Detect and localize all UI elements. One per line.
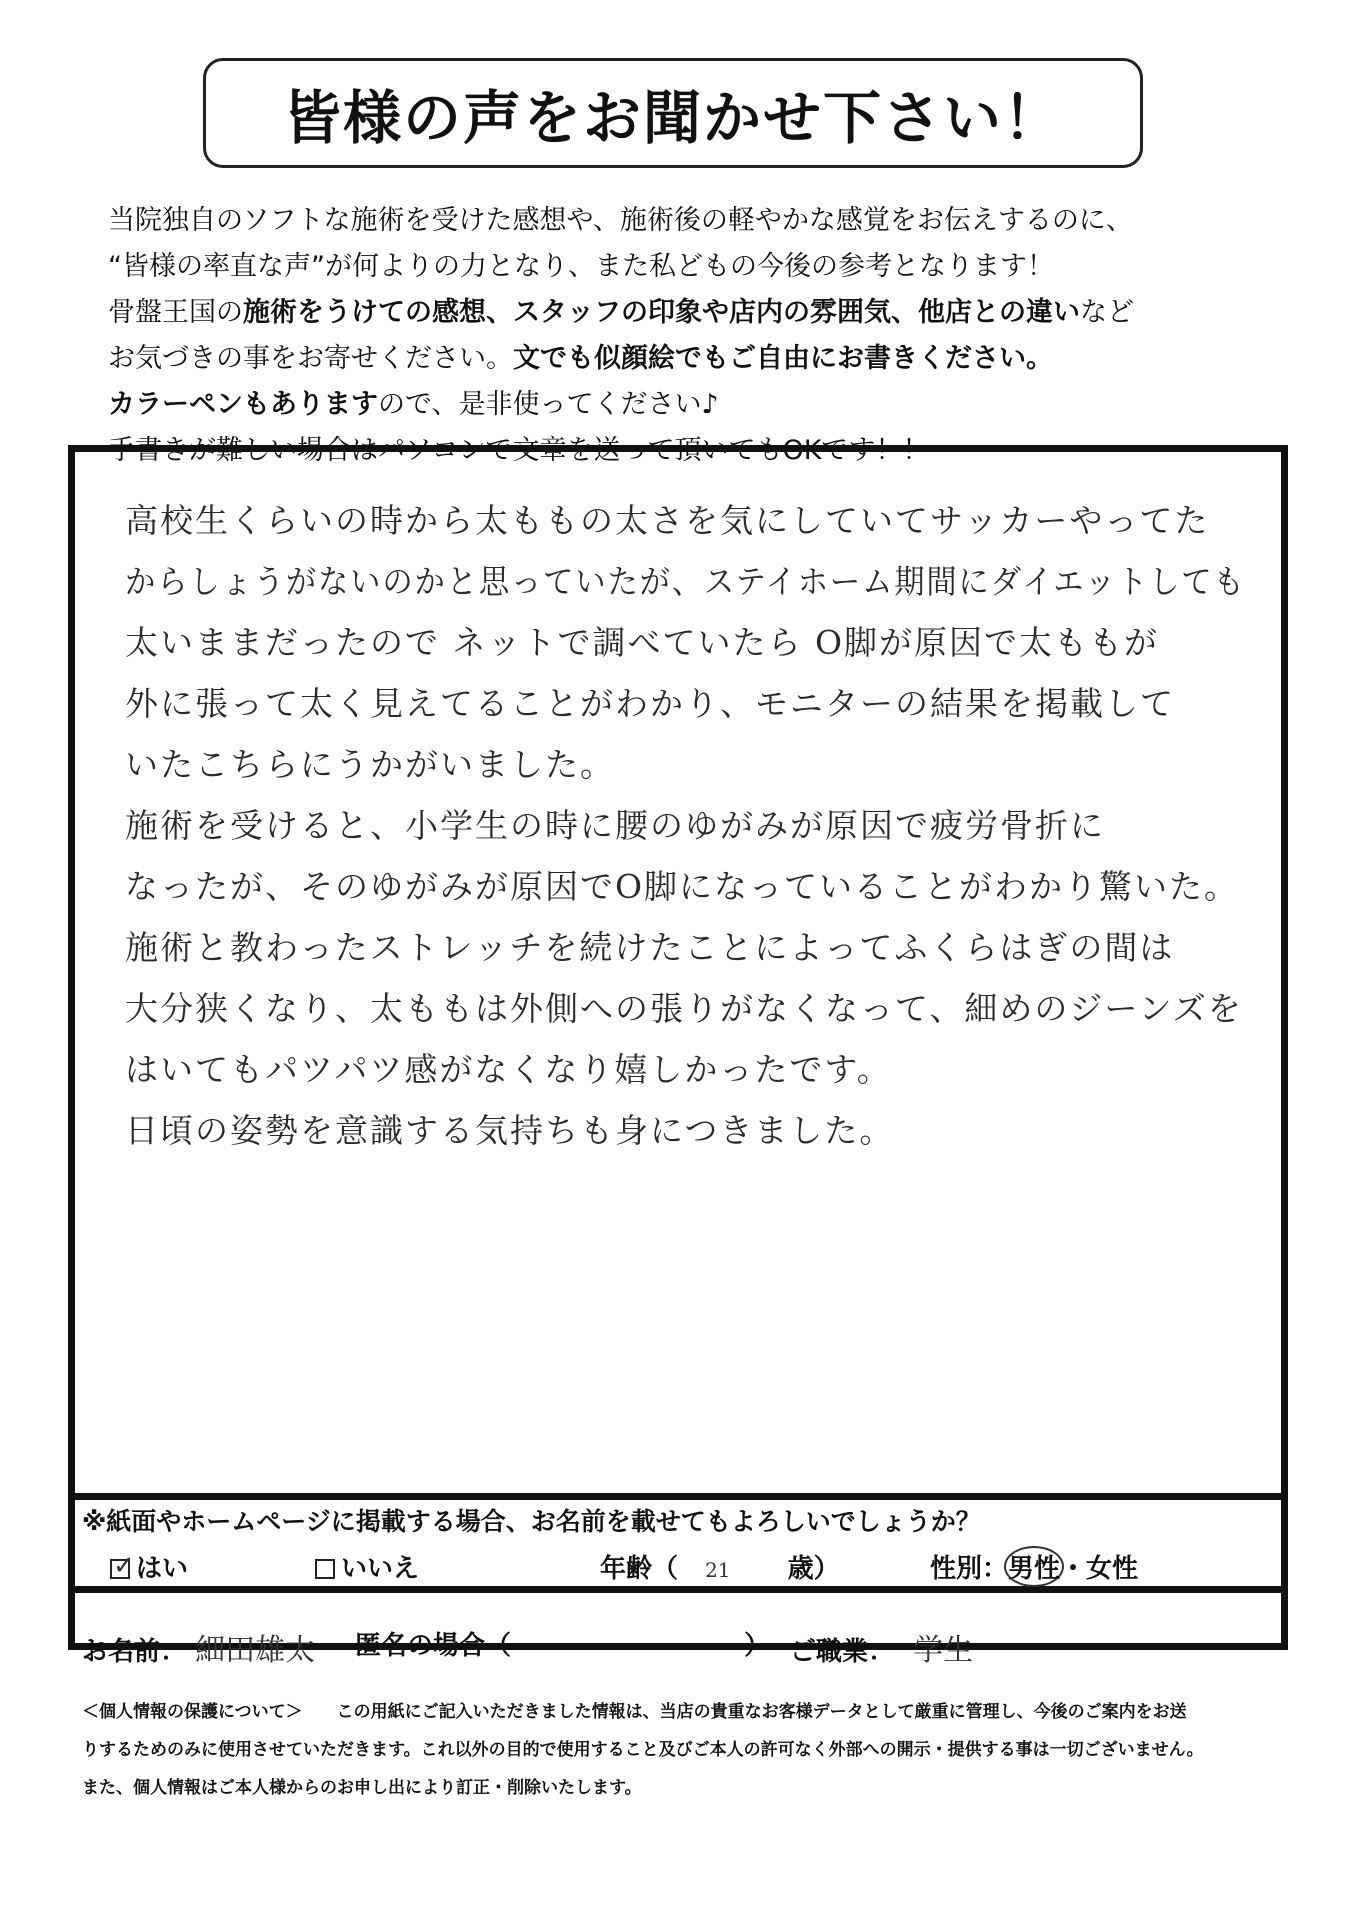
handwritten-comment <box>125 490 1245 1161</box>
comment-line: なったが、そのゆがみが原因でO脚になっていることがわかり驚いた。 <box>125 867 1240 906</box>
job-field <box>790 1625 973 1669</box>
job-value[interactable]: 学生 <box>913 1633 974 1668</box>
intro-text <box>108 198 1288 474</box>
comment-line: 大分狭くなり、太ももは外側への張りがなくなって、細めのジーンズを <box>125 989 1243 1028</box>
comment-line: 施術と教わったストレッチを続けたことによってふくらはぎの間は <box>125 928 1175 967</box>
frame-divider-1 <box>68 1493 1288 1500</box>
yes-label: はい <box>136 1554 189 1584</box>
name-label: お名前： <box>82 1637 187 1667</box>
comment-line: はいてもパツパツ感がなくなり嬉しかったです。 <box>125 1050 892 1089</box>
comment-line: 高校生くらいの時から太ももの太さを気にしていてサッカーやってた <box>125 501 1210 540</box>
name-value[interactable]: 細田雄太 <box>195 1633 316 1668</box>
title-box <box>203 58 1143 168</box>
consent-yes[interactable] <box>110 1548 188 1585</box>
no-label: いいえ <box>341 1554 420 1584</box>
gender-female-option[interactable]: 女性 <box>1086 1554 1139 1584</box>
intro-line-3c: など <box>1080 297 1134 328</box>
consent-question: ※紙面やホームページに掲載する場合、お名前を載せてもよろしいでしょうか？ <box>82 1507 981 1536</box>
anonymous-field <box>355 1625 770 1662</box>
intro-line-3 <box>108 290 1288 336</box>
intro-line-1: 当院独自のソフトな施術を受けた感想や、施術後の軽やかな感覚をお伝えするのに、 <box>108 205 1133 236</box>
privacy-line-3: また、個人情報はご本人様からのお申し出により訂正・削除いたします。 <box>82 1778 642 1798</box>
page-title: 皆様の声をお聞かせ下さい！ <box>282 84 1063 152</box>
intro-line-4a: お気づきの事をお寄せください。 <box>108 343 513 374</box>
comment-line: 日頃の姿勢を意識する気持ちも身につきました。 <box>125 1111 895 1150</box>
privacy-line-1: ＜個人情報の保護について＞ この用紙にご記入いただきました情報は、当店の貴重なお客様データとして厳重に管理し、今後のご案内をお送 <box>82 1702 1187 1722</box>
anonymous-label: 匿名の場合（ <box>355 1631 512 1661</box>
age-field <box>600 1548 840 1585</box>
intro-line-6: 手書きが難しい場合はパソコンで文章を送って頂いてもOKです！！ <box>108 435 930 466</box>
intro-line-3b: 施術をうけての感想、スタッフの印象や店内の雰囲気、他店との違い <box>243 297 1080 328</box>
job-label: ご職業： <box>790 1637 895 1667</box>
intro-line-4 <box>108 336 1288 382</box>
intro-line-5a: カラーペンもあります <box>108 389 378 420</box>
intro-line-5b: ので、是非使ってください♪ <box>378 389 719 420</box>
gender-field <box>930 1548 1138 1585</box>
consent-no[interactable] <box>315 1548 419 1585</box>
age-value[interactable]: 21 <box>705 1558 731 1582</box>
privacy-line-2: りするためのみに使用させていただきます。これ以外の目的で使用すること及びご本人の許可なく外部への開示・提供する事は一切ございません。 <box>82 1740 1204 1760</box>
frame-divider-2 <box>68 1586 1288 1593</box>
check-mark-icon: ✓ <box>113 1551 135 1581</box>
intro-line-3a: 骨盤王国の <box>108 297 243 328</box>
comment-line: いたこちらにうかがいました。 <box>125 745 615 784</box>
age-suffix: 歳） <box>787 1554 840 1584</box>
privacy-notice <box>82 1693 1282 1807</box>
gender-label: 性別： <box>930 1554 1009 1584</box>
age-label: 年齢（ <box>600 1554 679 1584</box>
yes-checkbox[interactable] <box>110 1551 135 1581</box>
gender-male-option[interactable]: 男性 <box>1004 1546 1064 1587</box>
comment-line: 太いままだったので ネットで調べていたら O脚が原因で太ももが <box>125 623 1160 662</box>
comment-line: 外に張って太く見えてることがわかり、モニターの結果を掲載して <box>125 684 1175 723</box>
intro-line-4b: 文でも似顔絵でもご自由にお書きください。 <box>513 343 1053 374</box>
name-field <box>82 1625 315 1669</box>
no-checkbox[interactable] <box>315 1559 335 1579</box>
anonymous-close: ） <box>744 1631 771 1661</box>
gender-separator: ・ <box>1060 1554 1087 1584</box>
intro-line-5 <box>108 382 1288 428</box>
comment-line: 施術を受けると、小学生の時に腰のゆがみが原因で疲労骨折に <box>125 806 1105 845</box>
comment-line: からしょうがないのかと思っていたが、ステイホーム期間にダイエットしても <box>125 562 1246 601</box>
intro-line-2: “皆様の率直な声”が何よりの力となり、また私どもの今後の参考となります！ <box>108 251 1054 282</box>
